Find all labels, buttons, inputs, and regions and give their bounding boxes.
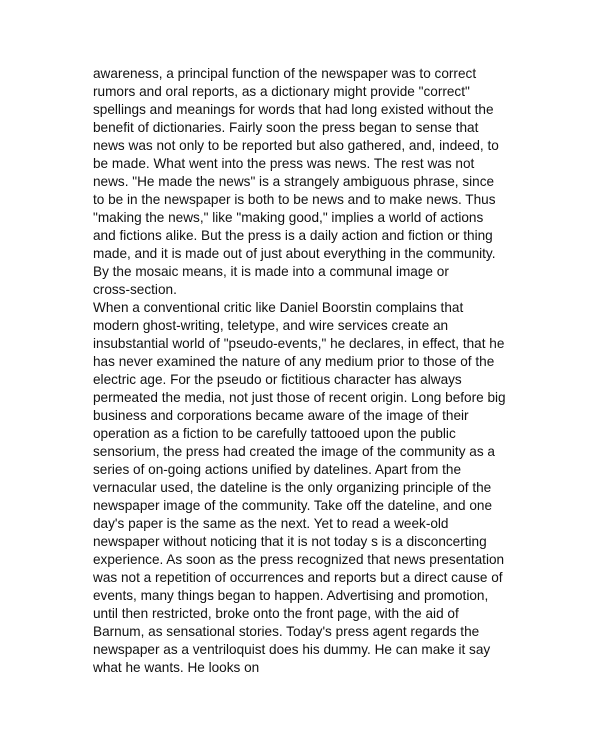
text-line: day's paper is the same as the next. Yet to read a week-old bbox=[93, 516, 449, 531]
text-line: events, many things began to happen. Advertising and promotion, bbox=[93, 588, 489, 603]
text-line: spellings and meanings for words that had long existed without the bbox=[93, 102, 494, 117]
text-line: news. "He made the news" is a strangely ambiguous phrase, since bbox=[93, 174, 495, 189]
text-line: experience. As soon as the press recognized that news presentation bbox=[93, 552, 505, 567]
text-line: When a conventional critic like Daniel Boorstin complains that bbox=[93, 300, 464, 315]
text-line: and fictions alike. But the press is a daily action and fiction or thing bbox=[93, 228, 493, 243]
text-line: series of on-going actions unified by datelines. Apart from the bbox=[93, 462, 461, 477]
text-line: awareness, a principal function of the newspaper was to correct bbox=[93, 66, 477, 81]
text-line: business and corporations became aware of the image of their bbox=[93, 408, 469, 423]
text-line: "making the news," like "making good," implies a world of actions bbox=[93, 210, 484, 225]
text-line: newspaper without noticing that it is not today s is a disconcerting bbox=[93, 534, 487, 549]
text-line: rumors and oral reports, as a dictionary might provide "correct" bbox=[93, 84, 470, 99]
text-line: what he wants. He looks on bbox=[93, 660, 260, 675]
text-line: to be in the newspaper is both to be news and to make news. Thus bbox=[93, 192, 496, 207]
text-line: newspaper as a ventriloquist does his dummy. He can make it say bbox=[93, 642, 491, 657]
body-text bbox=[93, 65, 523, 677]
text-line: sensorium, the press had created the image of the community as a bbox=[93, 444, 495, 459]
text-line: until then restricted, broke onto the front page, with the aid of bbox=[93, 606, 459, 621]
text-line: electric age. For the pseudo or fictitious character has always bbox=[93, 372, 462, 387]
text-line: news was not only to be reported but also gathered, and, indeed, to bbox=[93, 138, 499, 153]
text-line: vernacular used, the dateline is the only organizing principle of the bbox=[93, 480, 492, 495]
text-line: be made. What went into the press was news. The rest was not bbox=[93, 156, 475, 171]
text-line: operation as a fiction to be carefully tattooed upon the public bbox=[93, 426, 456, 441]
text-line: cross-section. bbox=[93, 282, 177, 297]
text-line: made, and it is made out of just about everything in the community. bbox=[93, 246, 496, 261]
text-line: benefit of dictionaries. Fairly soon the press began to sense that bbox=[93, 120, 479, 135]
text-line: permeated the media, not just those of recent origin. Long before big bbox=[93, 390, 506, 405]
text-line: was not a repetition of occurrences and reports but a direct cause of bbox=[93, 570, 503, 585]
text-line: By the mosaic means, it is made into a communal image or bbox=[93, 264, 449, 279]
text-line: insubstantial world of "pseudo-events," he declares, in effect, that he bbox=[93, 336, 505, 351]
text-line: Barnum, as sensational stories. Today's press agent regards the bbox=[93, 624, 480, 639]
text-line: modern ghost-writing, teletype, and wire services create an bbox=[93, 318, 449, 333]
text-line: has never examined the nature of any medium prior to those of the bbox=[93, 354, 495, 369]
text-line: newspaper image of the community. Take off the dateline, and one bbox=[93, 498, 493, 513]
